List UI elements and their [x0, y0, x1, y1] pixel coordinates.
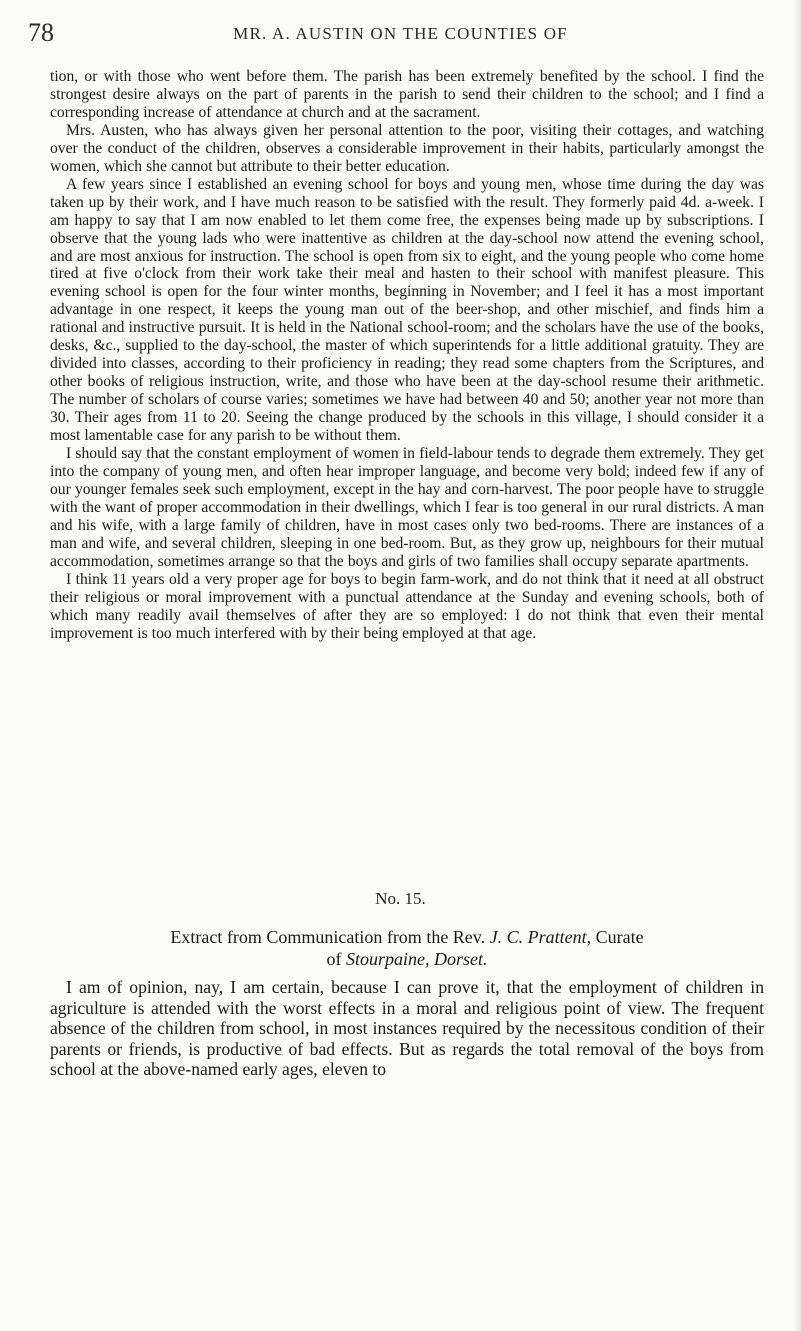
extract-author: J. C. Prattent [489, 927, 587, 947]
extract-heading [50, 926, 764, 970]
paragraph: Mrs. Austen, who has always given her personal attention to the poor, visiting their cottages, and watching over the conduct of the children, observes a considerable improvement in their habits, particularly amongst the women, which she cannot but attribute to their better education. [50, 121, 764, 175]
running-head: MR. A. AUSTIN ON THE COUNTIES OF [233, 24, 568, 43]
extract-place: Stourpaine, Dorset. [346, 949, 488, 969]
extract-role: , Curate [586, 927, 644, 947]
extract-prefix: Extract from Communication from the Rev. [170, 927, 486, 947]
extract-body [50, 977, 764, 1080]
page-edge [793, 0, 801, 1331]
paragraph: A few years since I established an evening school for boys and young men, whose time during the day was taken up by their work, and I have much reason to be satisfied with the result. They formerly paid 4d. a-week. I am happy to say that I am now enabled to let them come free, the expenses being made up by subscriptions. I observe that the young lads who were inattentive as children at the day-school now attend the evening school, and are most anxious for instruction. The school is open from six to eight, and the young people who come home tired at five o'clock from their work take their meal and hasten to their school with manifest pleasure. This evening school is open for the four winter months, beginning in November; and I feel it has a most important advantage in one respect, it keeps the young man out of the beer-shop, and other mischief, and finds him a rational and instructive pursuit. It is held in the National school-room; and the scholars have the use of the books, desks, &c., supplied to the day-school, the master of which superintends for a little additional gratuity. They are divided into classes, according to their proficiency in reading; they read some chapters from the Scriptures, and other books of religious instruction, write, and those who have been at the day-school resume their arithmetic. The number of scholars of course varies; sometimes we have had between 40 and 50; another year not more than 30. Their ages from 11 to 20. Seeing the change produced by the schools in this village, I should consider it a most lamentable case for any parish to be without them. [50, 175, 764, 445]
page-number: 78 [28, 18, 54, 47]
paragraph: I think 11 years old a very proper age for boys to begin farm-work, and do not think that it need at all obstruct their religious or moral improvement with a punctual attendance at the Sunday and evening schools, both of which many readily avail themselves of after they are so employed: I do not think that even their mental improvement is too much interfered with by their being employed at that age. [50, 570, 764, 642]
paragraph: I should say that the constant employment of women in field-labour tends to degrade them extremely. They get into the company of young men, and often hear improper language, and become very bold; indeed few if any of our younger females seek such employment, except in the hay and corn-harvest. The poor people have to struggle with the want of proper accommodation in their dwellings, which I fear is too general in our rural districts. A man and his wife, with a large family of children, have in most cases only two bed-rooms. There are instances of a man and wife, and several children, sleeping in one bed-room. But, as they grow up, neighbours for their mutual accommodation, sometimes arrange so that the boys and girls of two families shall occupy separate apartments. [50, 445, 764, 570]
paragraph: tion, or with those who went before them. The parish has been extremely benefited by the school. I find the strongest desire always on the part of parents in the parish to send their children to the school; and I find a corresponding increase of attendance at church and at the sacrament. [50, 68, 764, 121]
extract-of: of [326, 949, 342, 969]
main-text [50, 68, 764, 643]
section-number: No. 15. [375, 889, 426, 908]
paragraph: I am of opinion, nay, I am certain, because I can prove it, that the employment of children in agriculture is attended with the worst effects in a moral and religious point of view. The frequent absence of the children from school, in most instances required by the necessitous condition of their parents or friends, is productive of bad effects. But as regards the total removal of the boys from school at the above-named early ages, eleven to [50, 977, 764, 1080]
